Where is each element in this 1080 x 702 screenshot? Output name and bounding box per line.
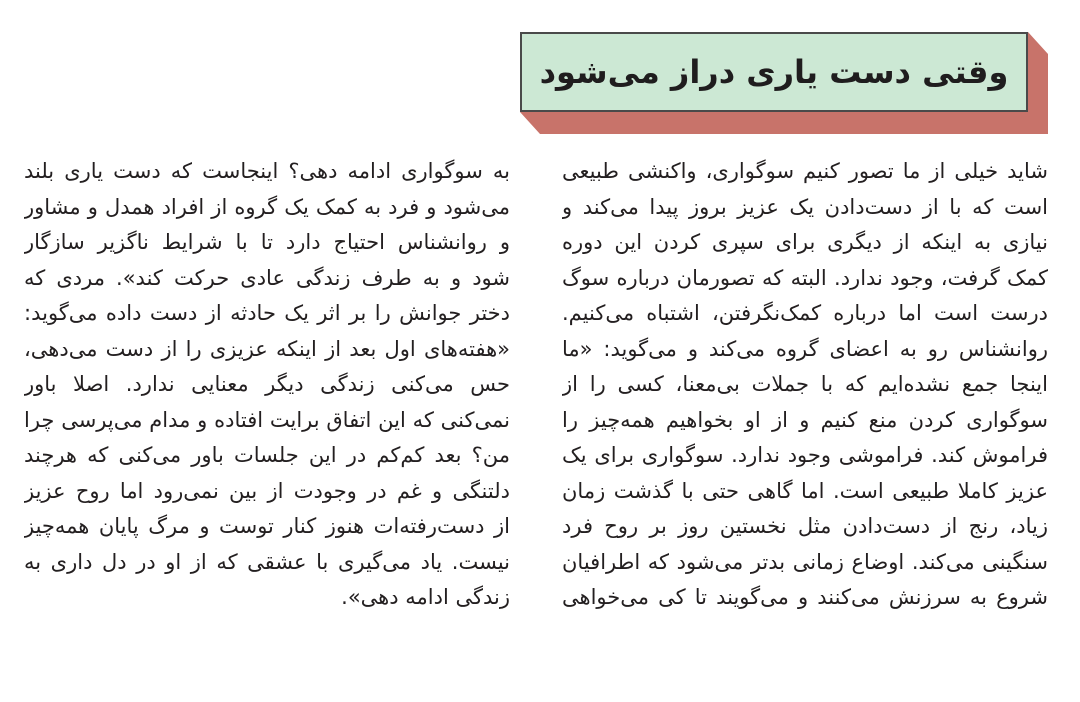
text-line: اینجا جمع نشده‌ایم که با جملات بی‌معنا، کسی را از xyxy=(562,372,1048,396)
text-line: دختر جوانش را بر اثر یک حادثه از دست داده می‌گوید: xyxy=(24,301,510,325)
text-line: شاید خیلی از ما تصور کنیم سوگواری، واکنشی طبیعی xyxy=(562,159,1048,183)
title-banner xyxy=(520,32,1048,134)
text-line: سوگواری کردن منع کنیم و از او بخواهیم همه‌چیز را xyxy=(562,407,1048,432)
article-title: وقتی دست یاری دراز می‌شود xyxy=(539,53,1009,91)
text-line: من؟ بعد کم‌کم در این جلسات باور می‌کنی که هرچند xyxy=(24,443,510,467)
text-line: و روانشناس احتیاج دارد تا با شرایط ناگزیر سازگار xyxy=(24,230,510,254)
text-line: نیست. یاد می‌گیری با عشقی که از او در دل داری به xyxy=(24,549,510,574)
text-line: «هفته‌های اول بعد از اینکه عزیزی را از دست می‌دهی، xyxy=(24,336,510,361)
left-text-column xyxy=(24,154,510,616)
text-line: دلتنگی و غم در وجودت از بین نمی‌رود اما روح عزیز xyxy=(24,478,510,503)
text-line: می‌شود و فرد به کمک یک گروه از افراد همدل و مشاور xyxy=(24,194,510,219)
text-line: درست است اما درباره کمک‌نگرفتن، اشتباه می‌کنیم. xyxy=(562,301,1048,325)
text-line: است که با از دست‌دادن یک عزیز بروز پیدا می‌کند و xyxy=(562,194,1048,219)
text-line: زیاد، رنج از دست‌دادن مثل نخستین روز بر روح فرد xyxy=(562,514,1048,538)
text-line: شود و به طرف زندگی عادی حرکت کند». مردی که xyxy=(24,265,510,290)
text-line: به سوگواری ادامه دهی؟ اینجاست که دست یاری بلند xyxy=(24,159,510,183)
text-line: سنگینی می‌کند. اوضاع زمانی بدتر می‌شود که اطرافیان xyxy=(562,549,1048,574)
text-line: کمک گرفت، وجود ندارد. البته که تصورمان درباره سوگ xyxy=(562,265,1048,290)
text-line: حس می‌کنی زندگی دیگر معنایی ندارد. اصلا باور xyxy=(24,372,510,396)
text-line: نیازی به اینکه از دیگری برای سپری کردن این دوره xyxy=(562,230,1048,254)
right-text-column xyxy=(562,154,1048,616)
text-line: نمی‌کنی که این اتفاق برایت افتاده و مدام می‌پرسی چرا xyxy=(24,407,510,432)
text-line: روانشناس رو به اعضای گروه می‌کند و می‌گوید: «ما xyxy=(562,336,1048,361)
title-box xyxy=(520,32,1028,112)
text-line: زندگی ادامه دهی». xyxy=(341,585,510,609)
text-line: عزیز کاملا طبیعی است. اما گاهی حتی با گذشت زمان xyxy=(562,478,1048,503)
text-line: فراموش کند. فراموشی وجود ندارد. سوگواری برای یک xyxy=(562,443,1048,467)
text-line: شروع به سرزنش می‌کنند و می‌گویند تا کی می‌خواهی xyxy=(562,585,1048,609)
text-line: از دست‌رفته‌ات هنوز کنار توست و مرگ پایان همه‌چیز xyxy=(24,514,510,538)
